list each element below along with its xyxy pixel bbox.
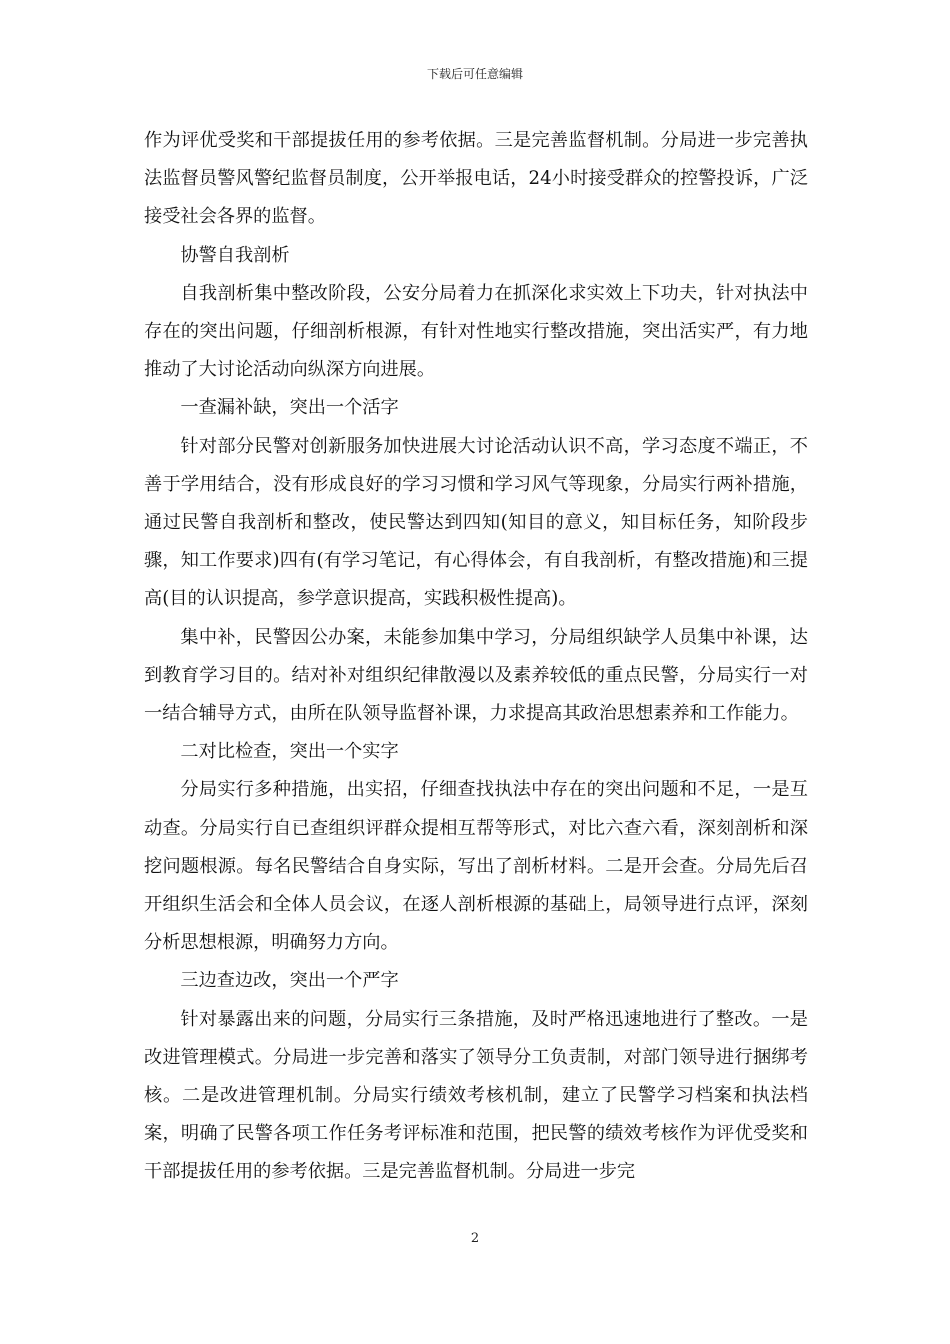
page-number: 2 [470,1231,480,1246]
document-body [144,122,808,1192]
paragraph: 集中补，民警因公办案，未能参加集中学习，分局组织缺学人员集中补课，达到教育学习目的。结对补对组织纪律散漫以及素养较低的重点民警，分局实行一对一结合辅导方式，由所在队领导监督补课，力求提高其政治思想素养和工作能力。 [144,626,808,725]
paragraph: 针对暴露出来的问题，分局实行三条措施，及时严格迅速地进行了整改。一是改进管理模式。分局进一步完善和落实了领导分工负责制，对部门领导进行捆绑考核。二是改进管理机制。分局实行绩效考核机制，建立了民警学习档案和执法档案，明确了民警各项工作任务考评标准和范围，把民警的绩效考核作为评优受奖和干部提拔任用的参考依据。三是完善监督机制。分局进一步完 [144,1008,808,1183]
paragraph: 针对部分民警对创新服务加快进展大讨论活动认识不高，学习态度不端正，不善于学用结合，没有形成良好的学习习惯和学习风气等现象，分局实行两补措施，通过民警自我剖析和整改，使民警达到四知(知目的意义，知目标任务，知阶段步骤，知工作要求)四有(有学习笔记，有心得体会，有自我剖析，有整改措施)和三提高(目的认识提高，参学意识提高，实践积极性提高)。 [144,435,808,610]
section-heading: 协警自我剖析 [180,244,290,266]
paragraph-continuation: 作为评优受奖和干部提拔任用的参考依据。三是完善监督机制。分局进一步完善执法监督员警风警纪监督员制度，公开举报电话，24小时接受群众的控警投诉，广泛接受社会各界的监督。 [144,130,808,228]
section-heading: 三边查边改，突出一个严字 [180,970,399,992]
paragraph: 自我剖析集中整改阶段，公安分局着力在抓深化求实效上下功夫，针对执法中存在的突出问题，仔细剖析根源，有针对性地实行整改措施，突出活实严，有力地推动了大讨论活动向纵深方向进展。 [144,282,808,381]
paragraph: 分局实行多种措施，出实招，仔细查找执法中存在的突出问题和不足，一是互动查。分局实行自已查组织评群众提相互帮等形式，对比六查六看，深刻剖析和深挖问题根源。每名民警结合自身实际，写出了剖析材料。二是开会查。分局先后召开组织生活会和全体人员会议，在逐人剖析根源的基础上，局领导进行点评，深刻分析思想根源，明确努力方向。 [144,779,808,954]
section-heading: 一查漏补缺，突出一个活字 [180,397,399,419]
section-heading: 二对比检查，突出一个实字 [180,741,399,763]
page-header: 下载后可任意编辑 [426,67,523,81]
